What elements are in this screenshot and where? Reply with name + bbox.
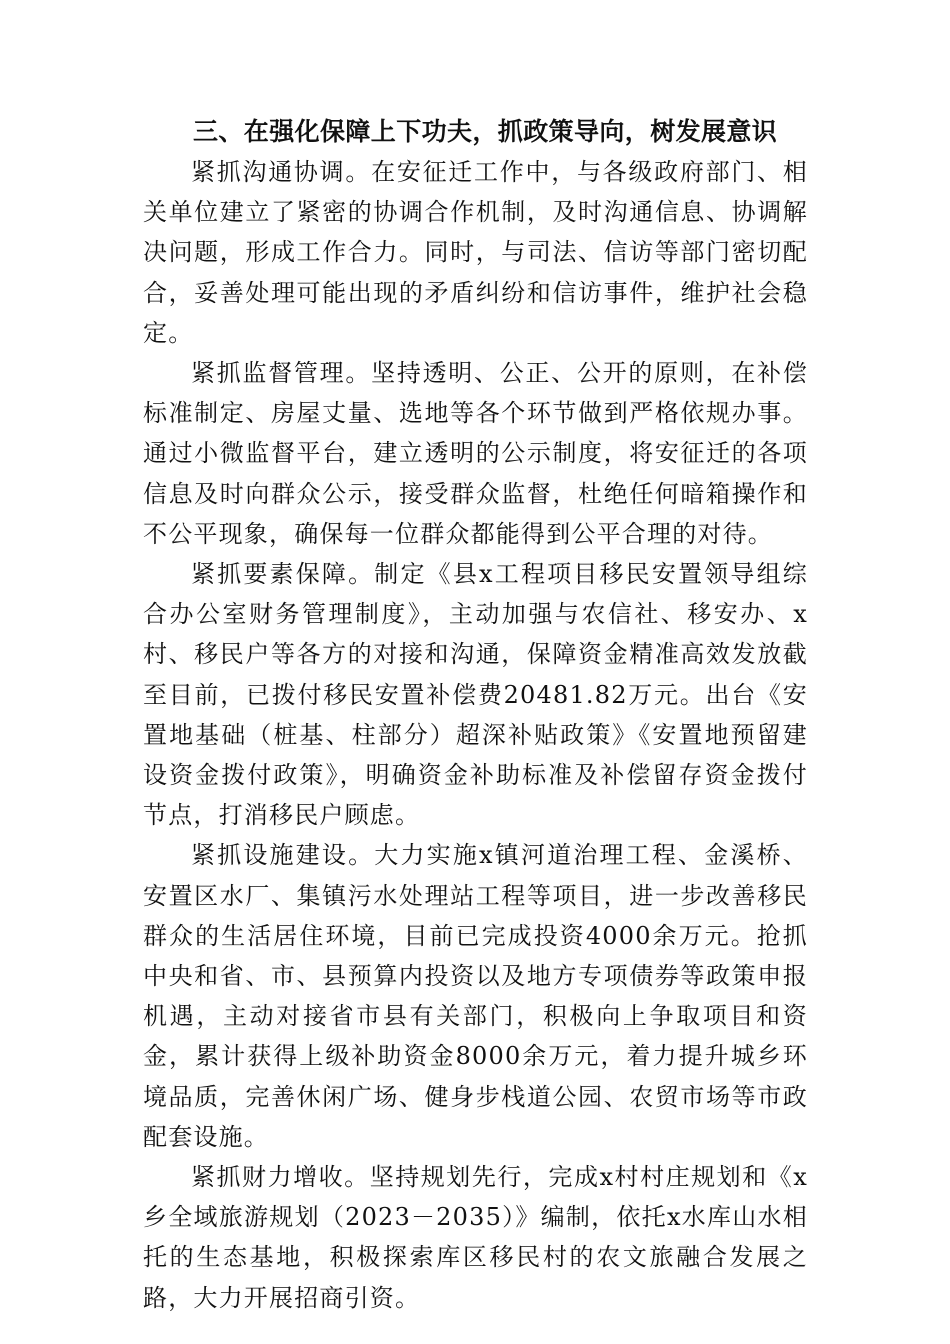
paragraph-resources: 紧抓要素保障。制定《县x工程项目移民安置领导组综合办公室财务管理制度》，主动加强与农信社、移安办、x村、移民户等各方的对接和沟通，保障资金精准高效发放截至目前，已拨付移民安置补偿费20481.82万元。出台《安置地基础（桩基、柱部分）超深补贴政策》《安置地预留建设资金拨付政策》，明确资金补助标准及补偿留存资金拨付节点，打消移民户顾虑。 <box>143 560 808 830</box>
document-body <box>143 112 808 1318</box>
section-heading: 三、在强化保障上下功夫，抓政策导向，树发展意识 <box>193 117 778 146</box>
paragraph-revenue: 紧抓财力增收。坚持规划先行，完成x村村庄规划和《x乡全域旅游规划（2023－2035）》编制，依托x水库山水相托的生态基地，积极探索库区移民村的农文旅融合发展之路，大力开展招商引资。 <box>143 1163 808 1312</box>
paragraph-communication: 紧抓沟通协调。在安征迁工作中，与各级政府部门、相关单位建立了紧密的协调合作机制，及时沟通信息、协调解决问题，形成工作合力。同时，与司法、信访等部门密切配合，妥善处理可能出现的矛盾纠纷和信访事件，维护社会稳定。 <box>143 158 808 347</box>
paragraph-supervision: 紧抓监督管理。坚持透明、公正、公开的原则，在补偿标准制定、房屋丈量、选地等各个环节做到严格依规办事。通过小微监督平台，建立透明的公示制度，将安征迁的各项信息及时向群众公示，接受群众监督，杜绝任何暗箱操作和不公平现象，确保每一位群众都能得到公平合理的对待。 <box>143 359 808 548</box>
paragraph-facilities: 紧抓设施建设。大力实施x镇河道治理工程、金溪桥、安置区水厂、集镇污水处理站工程等项目，进一步改善移民群众的生活居住环境，目前已完成投资4000余万元。抢抓中央和省、市、县预算内投资以及地方专项债券等政策申报机遇，主动对接省市县有关部门，积极向上争取项目和资金，累计获得上级补助资金8000余万元，着力提升城乡环境品质，完善休闲广场、健身步栈道公园、农贸市场等市政配套设施。 <box>143 841 808 1151</box>
